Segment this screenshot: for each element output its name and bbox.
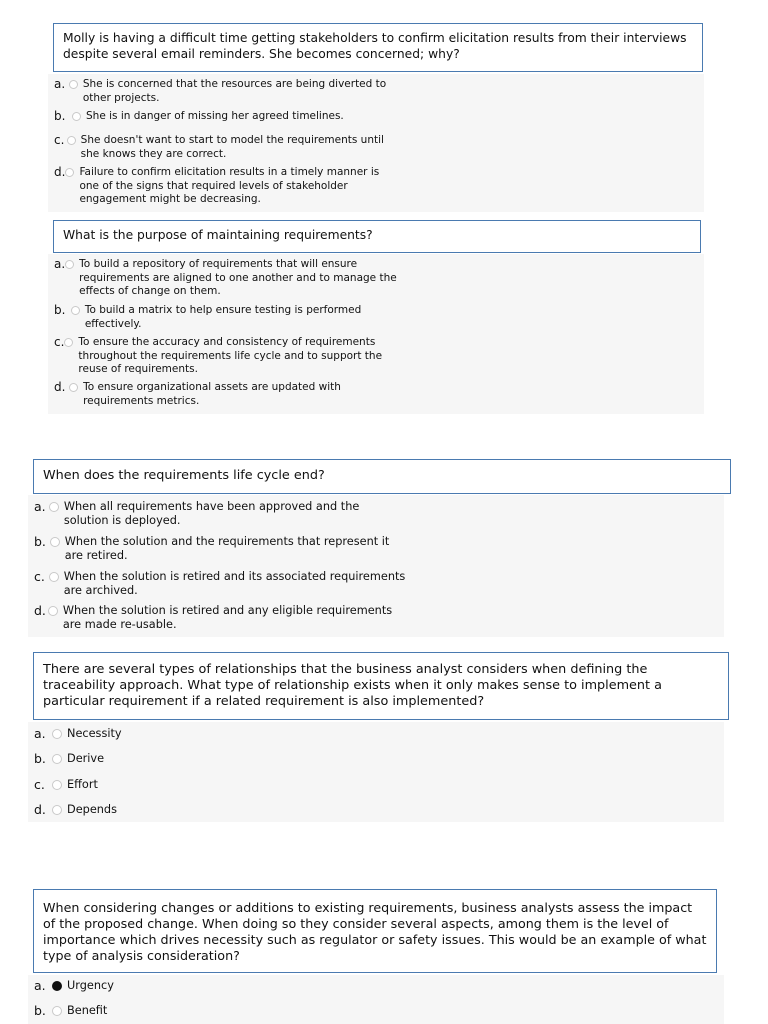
radio-button-icon[interactable] (65, 260, 74, 269)
radio-button-icon[interactable] (64, 338, 73, 347)
question-3-option-d[interactable] (34, 604, 406, 632)
question-3-box (33, 459, 731, 494)
option-text: Derive (67, 752, 105, 765)
option-text: To build a repository of requirements that will ensure requirements are aligned to one another and to manage the effects of change on them. (79, 258, 397, 297)
question-4-box (33, 652, 729, 720)
question-5-option-b[interactable] (34, 1004, 334, 1018)
radio-button-icon[interactable] (72, 112, 81, 121)
question-5-option-a[interactable] (34, 979, 334, 993)
radio-button-icon[interactable] (52, 729, 62, 739)
option-letter: d. (54, 380, 66, 394)
option-text: She is in danger of missing her agreed timelines. (86, 110, 344, 122)
radio-button-icon[interactable] (52, 754, 62, 764)
question-2-text: What is the purpose of maintaining requirements? (63, 228, 373, 242)
radio-button-icon[interactable] (52, 1006, 62, 1016)
option-text: When the solution is retired and its associated requirements are archived. (63, 570, 406, 597)
radio-button-selected-icon[interactable] (52, 981, 62, 991)
option-letter: a. (54, 77, 66, 91)
option-letter: d. (34, 802, 46, 817)
question-4-option-a[interactable] (34, 727, 334, 741)
radio-button-icon[interactable] (50, 537, 60, 547)
question-1-option-d[interactable] (54, 166, 399, 207)
question-2-option-a[interactable] (54, 258, 399, 299)
question-4-text: There are several types of relationships that the business analyst considers when defining the traceability approach. What type of relationship exists when it only makes sense to implement a particular requirement if a related requirement is also implemented? (43, 662, 662, 709)
option-text: Urgency (67, 979, 114, 992)
option-text: Failure to confirm elicitation results in a timely manner is one of the signs that required levels of stakeholder engagement might be decreasing. (79, 166, 380, 205)
option-letter: c. (34, 777, 45, 792)
question-5-text: When considering changes or additions to existing requirements, business analysts assess the impact of the proposed change. When doing so they consider several aspects, among them is the level of importance which drives necessity such as regulator or safety issues. This would be an example of what type of analysis consideration? (43, 900, 707, 963)
option-text: Effort (67, 778, 98, 791)
question-3-option-b[interactable] (34, 535, 406, 563)
option-letter: a. (54, 257, 66, 271)
option-text: Depends (67, 803, 117, 816)
question-1-option-b[interactable] (54, 110, 399, 124)
option-text: She is concerned that the resources are being diverted to other projects. (82, 78, 387, 104)
radio-button-icon[interactable] (65, 168, 74, 177)
question-5-box (33, 889, 717, 973)
question-1-box (53, 23, 703, 72)
option-letter: a. (34, 499, 46, 514)
option-letter: b. (34, 534, 46, 549)
option-text: To ensure the accuracy and consistency of requirements throughout the requirements life cycle and to support the reuse of requirements. (78, 336, 383, 375)
question-2-box (53, 220, 701, 253)
option-text: To build a matrix to help ensure testing is performed effectively. (84, 304, 362, 330)
option-letter: a. (34, 978, 46, 993)
option-letter: c. (54, 133, 65, 147)
option-text: When all requirements have been approved and the solution is deployed. (63, 500, 360, 527)
question-3-option-c[interactable] (34, 570, 406, 598)
question-1-text: Molly is having a difficult time getting stakeholders to confirm elicitation results from their interviews despite several email reminders. She becomes concerned; why? (63, 31, 687, 61)
question-3-text: When does the requirements life cycle end? (43, 468, 325, 483)
radio-button-icon[interactable] (67, 136, 76, 145)
radio-button-icon[interactable] (49, 502, 59, 512)
radio-button-icon[interactable] (49, 572, 59, 582)
option-text: To ensure organizational assets are updated with requirements metrics. (83, 381, 341, 407)
question-1-option-c[interactable] (54, 134, 399, 161)
radio-button-icon[interactable] (52, 780, 62, 790)
option-text: She doesn't want to start to model the requirements until she knows they are correct. (80, 134, 384, 160)
question-4-option-d[interactable] (34, 803, 334, 817)
option-letter: d. (34, 603, 46, 618)
question-2-option-d[interactable] (54, 381, 399, 408)
question-2-option-b[interactable] (54, 304, 399, 331)
option-text: When the solution is retired and any eligible requirements are made re-usable. (62, 604, 393, 631)
option-text: Necessity (67, 727, 122, 740)
option-letter: b. (54, 303, 66, 317)
question-2-option-c[interactable] (54, 336, 399, 377)
option-letter: d. (54, 165, 66, 179)
radio-button-icon[interactable] (71, 306, 80, 315)
option-letter: c. (34, 569, 45, 584)
option-text: When the solution and the requirements that represent it are retired. (64, 535, 390, 562)
option-letter: b. (34, 751, 46, 766)
radio-button-icon[interactable] (48, 606, 58, 616)
question-4-option-c[interactable] (34, 778, 334, 792)
radio-button-icon[interactable] (69, 383, 78, 392)
option-letter: a. (34, 726, 46, 741)
radio-button-icon[interactable] (52, 805, 62, 815)
option-letter: c. (54, 335, 65, 349)
option-text: Benefit (67, 1004, 108, 1017)
option-letter: b. (34, 1003, 46, 1018)
question-1-option-a[interactable] (54, 78, 399, 105)
question-4-option-b[interactable] (34, 752, 334, 766)
radio-button-icon[interactable] (69, 80, 78, 89)
option-letter: b. (54, 109, 66, 123)
question-3-option-a[interactable] (34, 500, 406, 528)
